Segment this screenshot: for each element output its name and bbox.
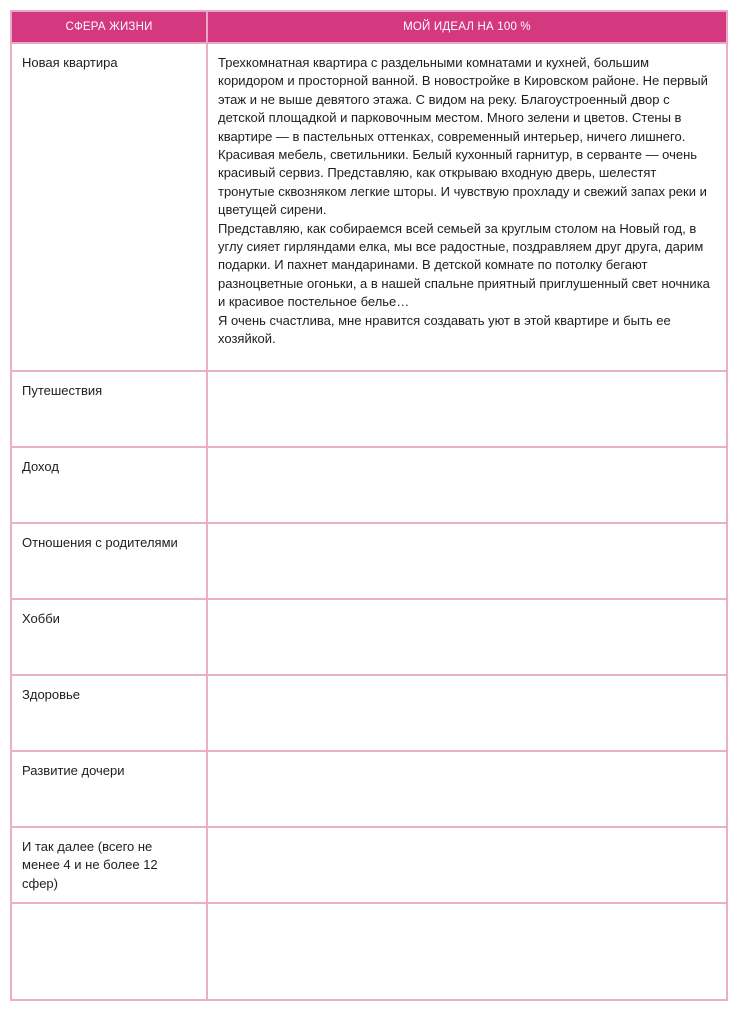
sphere-label: Здоровье: [22, 687, 81, 702]
sphere-cell[interactable]: [11, 827, 207, 903]
sphere-label: Хобби: [22, 611, 60, 626]
table-row: [11, 903, 727, 1000]
ideal-cell[interactable]: [207, 447, 727, 523]
sphere-cell[interactable]: [11, 751, 207, 827]
sphere-cell[interactable]: [11, 447, 207, 523]
table-row: [11, 827, 727, 903]
sphere-label: Доход: [22, 459, 59, 474]
sphere-label: Путешествия: [22, 383, 103, 398]
ideal-cell[interactable]: [207, 827, 727, 903]
ideal-text: [208, 524, 726, 540]
sphere-cell[interactable]: [11, 599, 207, 675]
ideal-text: [208, 600, 726, 616]
sphere-cell[interactable]: [11, 371, 207, 447]
sphere-label: [12, 904, 206, 920]
table-row: [11, 751, 727, 827]
sphere-label: Развитие дочери: [22, 763, 125, 778]
ideal-text: [208, 828, 726, 844]
life-spheres-table: [10, 10, 728, 1001]
sphere-label: Новая квартира: [22, 55, 118, 70]
table-row: [11, 599, 727, 675]
ideal-cell[interactable]: [207, 523, 727, 599]
sphere-cell[interactable]: [11, 675, 207, 751]
ideal-cell[interactable]: [207, 599, 727, 675]
ideal-text: [208, 372, 726, 388]
sphere-cell[interactable]: [11, 523, 207, 599]
ideal-paragraph: Я очень счастлива, мне нравится создавать уют в этой квартире и быть ее хозяйкой.: [218, 312, 671, 347]
header-ideal: МОЙ ИДЕАЛ НА 100 %: [207, 11, 727, 43]
ideal-cell[interactable]: [207, 43, 727, 371]
table-row: [11, 371, 727, 447]
sphere-cell[interactable]: [11, 903, 207, 1000]
table-row: [11, 447, 727, 523]
table-row: [11, 43, 727, 371]
ideal-text: [208, 904, 726, 920]
sphere-cell[interactable]: [11, 43, 207, 371]
sphere-label: И так далее (всего не менее 4 и не более 12 сфер): [22, 839, 158, 891]
table-row: [11, 523, 727, 599]
ideal-cell[interactable]: [207, 903, 727, 1000]
ideal-text: [208, 676, 726, 692]
ideal-paragraph: Представляю, как собираемся всей семьей за круглым столом на Новый год, в углу сияет гирляндами елка, мы все радостные, поздравляем друг друга, дарим подарки. И пахнет мандаринами. В детской комнате по потолку бегают разноцветные огоньки, а в нашей спальне приятный приглушенный свет ночника и красивое постельное белье…: [218, 220, 710, 310]
table-row: [11, 675, 727, 751]
ideal-cell[interactable]: [207, 675, 727, 751]
ideal-text: [208, 448, 726, 464]
sphere-label: Отношения с родителями: [22, 535, 178, 550]
header-sphere: СФЕРА ЖИЗНИ: [11, 11, 207, 43]
ideal-cell[interactable]: [207, 751, 727, 827]
ideal-cell[interactable]: [207, 371, 727, 447]
ideal-text: [208, 752, 726, 768]
ideal-paragraph: Трехкомнатная квартира с раздельными комнатами и кухней, большим коридором и просторной ванной. В новостройке в Кировском районе. Не первый этаж и не выше девятого этажа. С видом на реку. Благоустроенный двор с детской площадкой и парковочным местом. Много зелени и цветов. Стены в квартире — в пастельных оттенках, современный интерьер, ничего лишнего. Красивая мебель, светильники. Белый кухонный гарнитур, в серванте — очень красивый сервиз. Представляю, как открываю входную дверь, шелестят тронутые сквозняком легкие шторы. И чувствую прохладу и свежий запах реки и цветущей сирени.: [218, 55, 708, 218]
table-header-row: [11, 11, 727, 43]
